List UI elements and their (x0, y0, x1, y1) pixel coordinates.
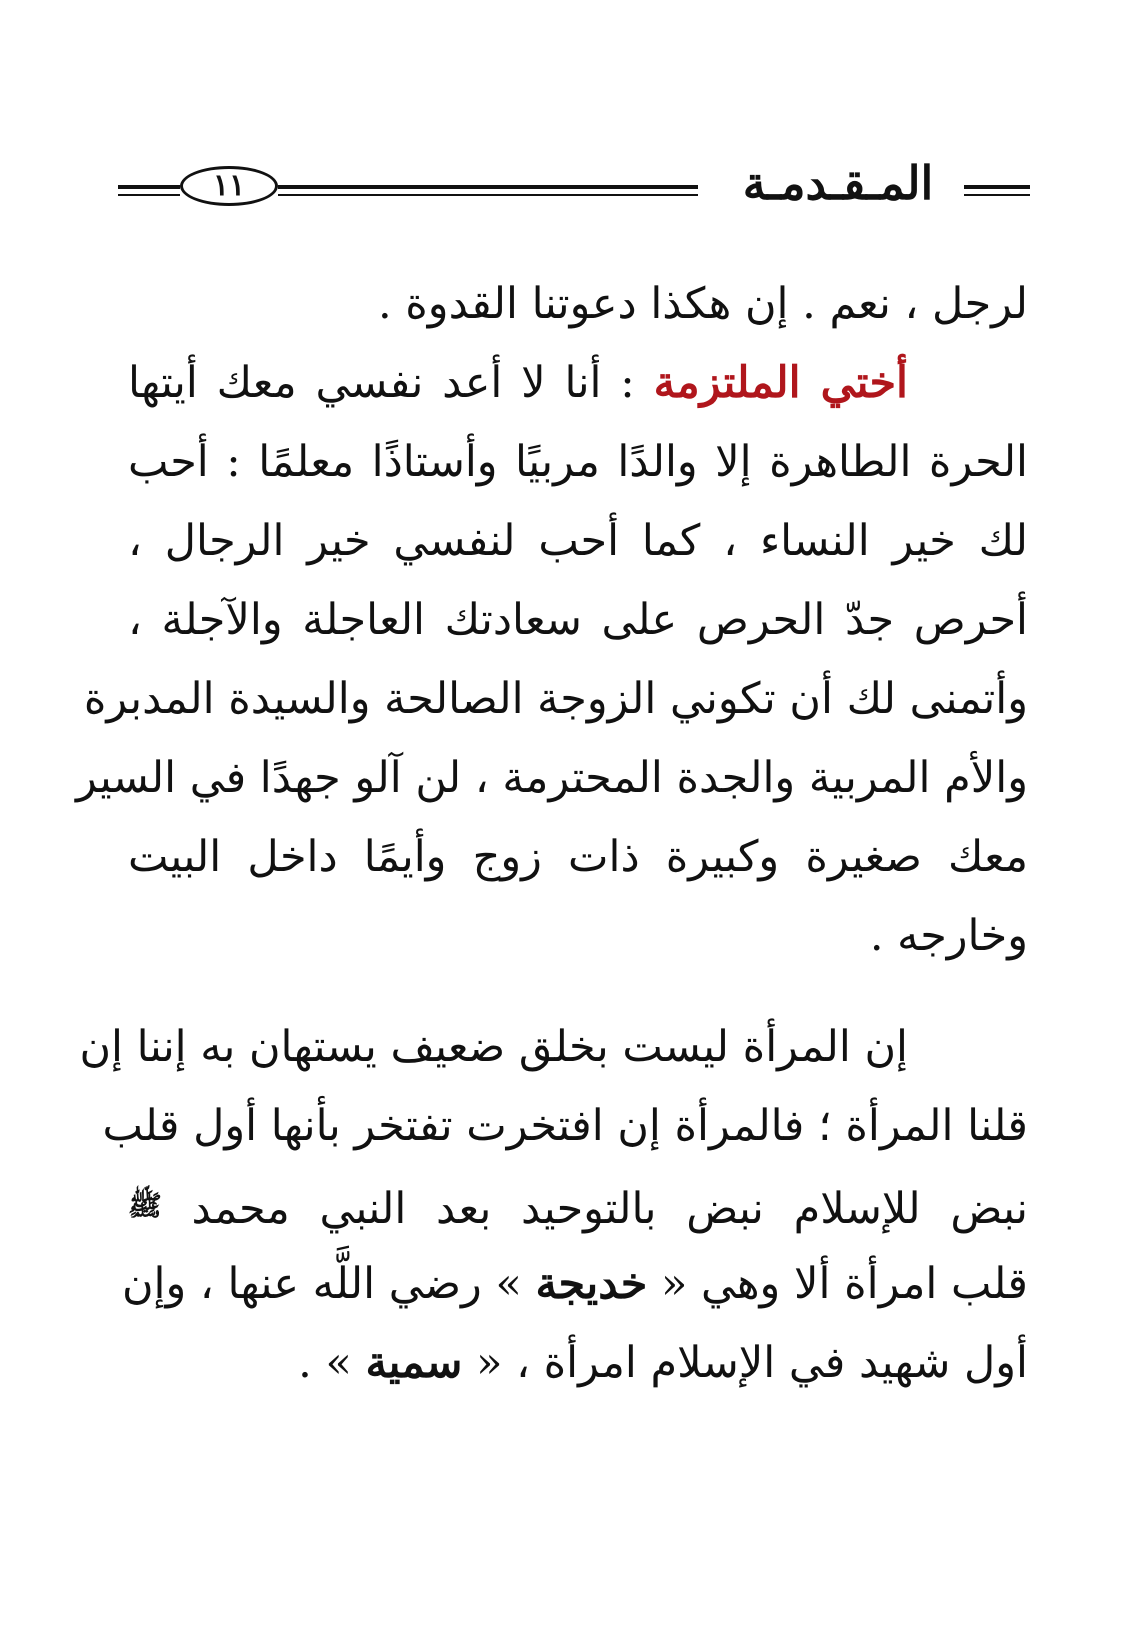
text-line: لرجل ، نعم . إن هكذا دعوتنا القدوة . (377, 279, 1028, 329)
text-line (121, 1245, 1028, 1324)
highlighted-address: أختي الملتزمة (653, 358, 908, 408)
text-span: قلب امرأة ألا وهي « (647, 1259, 1028, 1309)
text-line (128, 1324, 1028, 1403)
paragraph-1 (128, 265, 1028, 344)
text-span: نبض للإسلام نبض بالتوحيد بعد النبي محمد (191, 1184, 1028, 1234)
page-body (75, 265, 1028, 1403)
text-span: » . (298, 1338, 366, 1388)
text-span: : أنا لا أعد نفسي معك أيتها (128, 358, 654, 408)
text-line: وأتمنى لك أن تكوني الزوجة الصالحة والسيدة المدبرة (83, 674, 1028, 724)
header-rule-middle (278, 185, 698, 196)
name-sumayya: سمية (365, 1338, 463, 1388)
text-span: » رضي اللَّه عنها ، وإن (121, 1259, 536, 1309)
name-khadija: خديجة (535, 1259, 648, 1309)
text-line: والأم المربية والجدة المحترمة ، لن آلو جهدًا في السير (75, 753, 1028, 803)
page-number: ١١ (180, 166, 278, 206)
text-line (128, 1166, 1028, 1245)
text-line: لك خير النساء ، كما أحب لنفسي خير الرجال ، (128, 516, 1028, 566)
header-rule-right (964, 185, 1030, 196)
text-span: أول شهيد في الإسلام امرأة ، « (462, 1338, 1028, 1388)
text-line: أحرص جدّ الحرص على سعادتك العاجلة والآجلة ، (128, 595, 1028, 645)
text-span: إن المرأة ليست بخلق ضعيف يستهان به إننا إن (79, 1022, 908, 1072)
honorific-glyph: ﷺ (128, 1189, 162, 1222)
text-line: معك صغيرة وكبيرة ذات زوج وأيمًا داخل البيت (128, 832, 1028, 882)
header-rule-left (118, 185, 180, 196)
text-line: قلنا المرأة ؛ فالمرأة إن افتخرت تفتخر بأنها أول قلب (102, 1101, 1028, 1151)
text-line (128, 344, 1028, 423)
paragraph-gap (128, 976, 1028, 1008)
text-line: وخارجه . (869, 911, 1028, 961)
running-title: المـقـدمـة (742, 156, 934, 210)
text-line (79, 1008, 1028, 1087)
paragraph-2 (75, 344, 1028, 976)
paragraph-3 (79, 1008, 1028, 1403)
text-line: الحرة الطاهرة إلا والدًا مربيًا وأستاذًا معلمًا : أحب (128, 437, 1028, 487)
page-header (118, 148, 1032, 238)
